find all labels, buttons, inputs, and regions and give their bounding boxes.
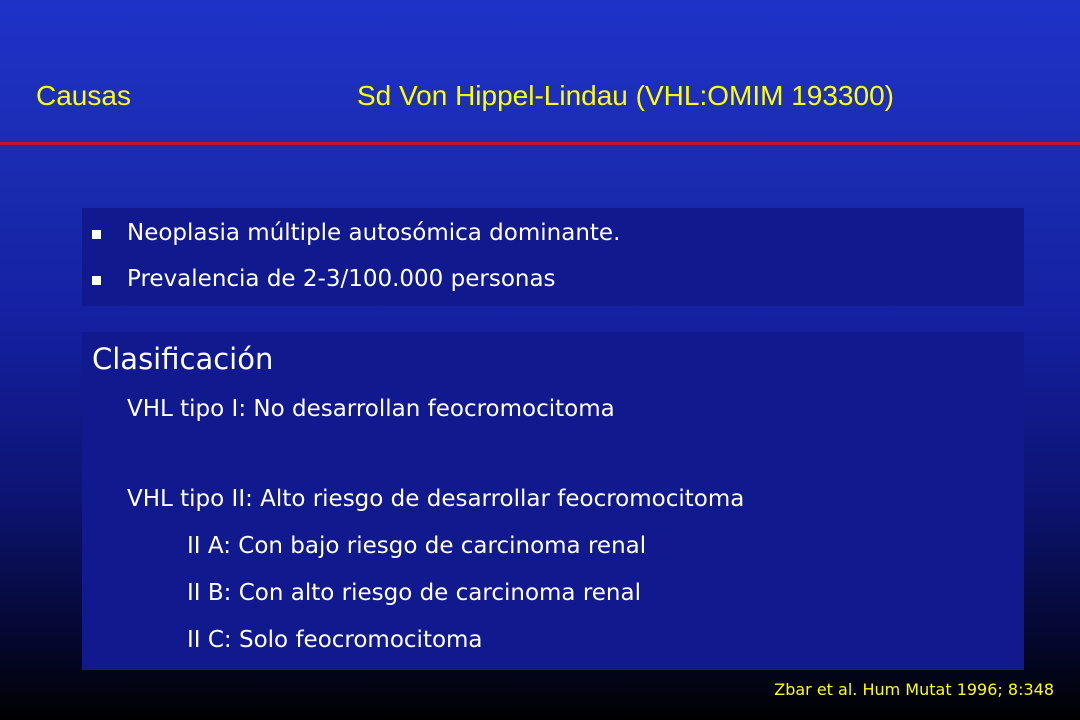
square-bullet-icon xyxy=(92,276,101,285)
title-divider xyxy=(0,142,1080,145)
classification-box xyxy=(82,332,1024,670)
intro-box xyxy=(82,208,1024,306)
square-bullet-icon xyxy=(92,230,101,239)
classification-heading: Clasificación xyxy=(92,342,274,376)
slide-title: Causas xyxy=(36,80,131,111)
citation: Zbar et al. Hum Mutat 1996; 8:348 xyxy=(774,680,1054,699)
intro-bullet-text: Prevalencia de 2-3/100.000 personas xyxy=(127,266,556,292)
classification-subtype: II A: Con bajo riesgo de carcinoma renal xyxy=(187,533,647,559)
classification-type-2: VHL tipo II: Alto riesgo de desarrollar feocromocitoma xyxy=(127,486,745,512)
intro-bullet-text: Neoplasia múltiple autosómica dominante. xyxy=(127,220,621,246)
classification-type-1: VHL tipo I: No desarrollan feocromocitoma xyxy=(127,396,615,422)
classification-subtype: II C: Solo feocromocitoma xyxy=(187,627,483,653)
classification-subtype: II B: Con alto riesgo de carcinoma renal xyxy=(187,580,641,606)
slide-subtitle: Sd Von Hippel-Lindau (VHL:OMIM 193300) xyxy=(357,80,894,111)
